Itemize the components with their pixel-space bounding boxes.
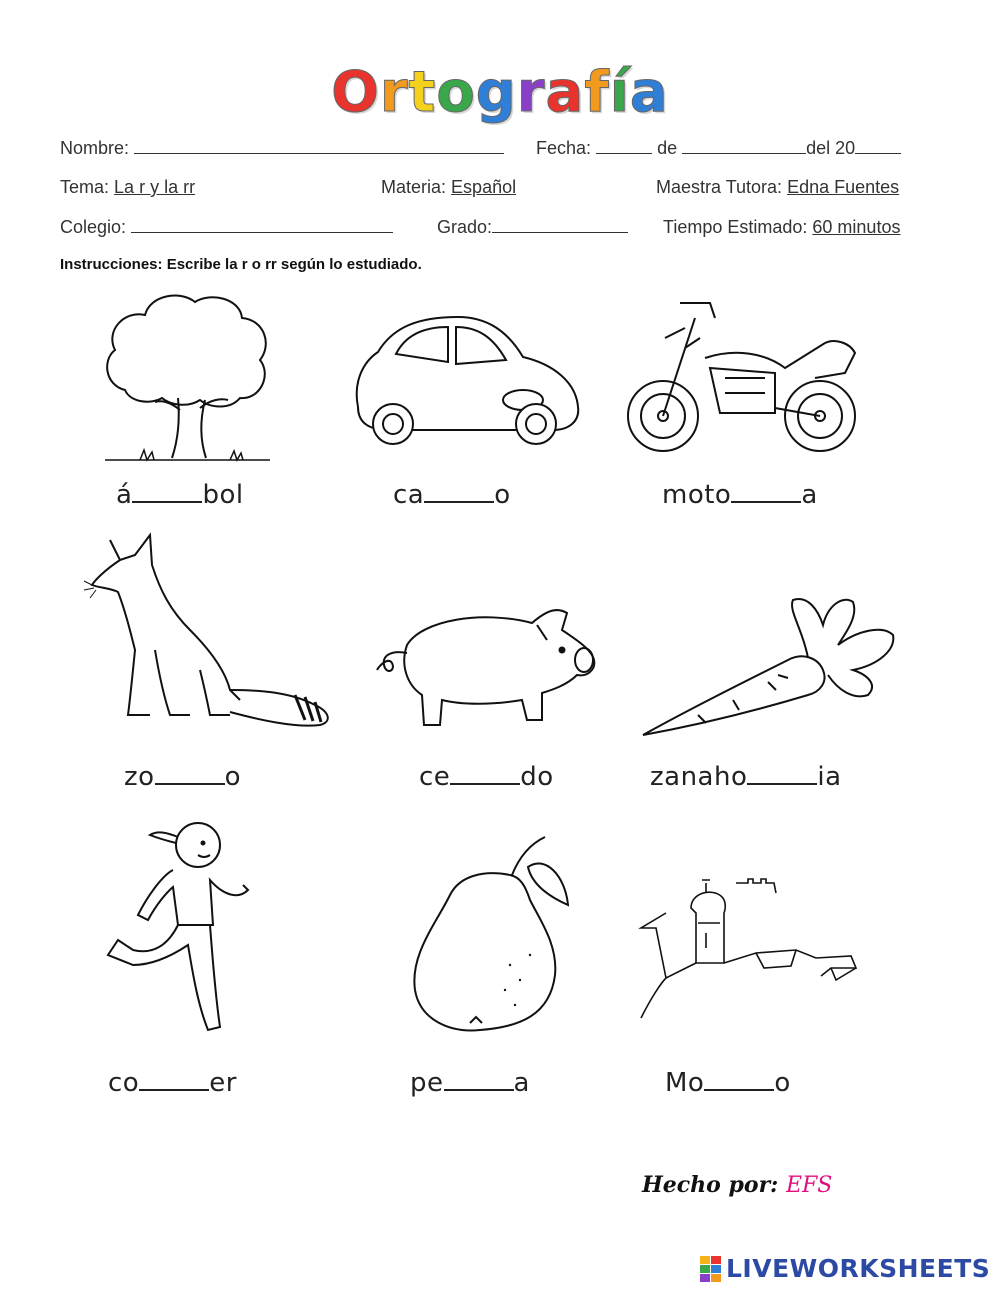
colegio-label: Colegio: xyxy=(60,217,127,237)
liveworksheets-logo[interactable] xyxy=(700,1254,990,1283)
title-letter: o xyxy=(436,60,476,125)
liveworksheets-icon xyxy=(700,1256,722,1282)
word-item: co er xyxy=(108,1068,237,1098)
instructions: Instrucciones: Escribe la r o rr según lo estudiado. xyxy=(60,256,422,273)
answer-blank[interactable] xyxy=(731,481,801,503)
title-letter: r xyxy=(516,60,546,125)
maestra-field xyxy=(656,177,899,198)
title-letter: r xyxy=(379,60,409,125)
answer-blank[interactable] xyxy=(747,763,817,785)
fecha-field[interactable] xyxy=(536,138,901,159)
answer-blank[interactable] xyxy=(424,481,494,503)
runner-icon xyxy=(98,815,263,1040)
colegio-field[interactable] xyxy=(60,217,393,238)
word-item: zanaho ia xyxy=(650,762,842,792)
title-letter: O xyxy=(331,60,380,125)
de-label: de xyxy=(657,138,678,158)
fort-icon xyxy=(636,868,861,1028)
title-letter: a xyxy=(629,60,669,125)
answer-blank[interactable] xyxy=(132,481,202,503)
grado-label: Grado: xyxy=(437,217,493,237)
page-title xyxy=(0,60,1000,125)
title-letter: í xyxy=(609,60,630,125)
credit-label: Hecho por: xyxy=(642,1172,779,1198)
nombre-label: Nombre: xyxy=(60,138,130,158)
credit-initials: EFS xyxy=(785,1173,833,1198)
carrot-icon xyxy=(638,590,900,745)
materia-label: Materia: xyxy=(381,177,447,197)
title-letter: g xyxy=(475,60,517,125)
fox-icon xyxy=(80,530,335,735)
car-icon xyxy=(348,312,583,452)
answer-blank[interactable] xyxy=(450,763,520,785)
pear-icon xyxy=(400,815,575,1055)
word-item: ca o xyxy=(393,480,511,510)
grado-field[interactable] xyxy=(437,217,628,238)
del-label: del 20 xyxy=(806,138,856,158)
title-letter: a xyxy=(545,60,585,125)
brand-text: LIVEWORKSHEETS xyxy=(726,1254,991,1283)
credit xyxy=(642,1172,832,1198)
fecha-day-line[interactable] xyxy=(596,139,652,154)
answer-blank[interactable] xyxy=(155,763,225,785)
maestra-label: Maestra Tutora: xyxy=(656,177,783,197)
nombre-line[interactable] xyxy=(134,139,504,154)
word-item: á bol xyxy=(116,480,244,510)
tiempo-value: 60 minutos xyxy=(812,217,901,237)
title-letter: f xyxy=(584,60,610,125)
tiempo-label: Tiempo Estimado: xyxy=(663,217,808,237)
tema-value: La r y la rr xyxy=(114,177,196,197)
fecha-year-line[interactable] xyxy=(855,139,901,154)
nombre-field[interactable] xyxy=(60,138,504,159)
tree-icon xyxy=(100,290,275,465)
answer-blank[interactable] xyxy=(444,1069,514,1091)
word-item: Mo o xyxy=(665,1068,791,1098)
colegio-line[interactable] xyxy=(131,218,393,233)
word-item: zo o xyxy=(124,762,241,792)
fecha-label: Fecha: xyxy=(536,138,592,158)
word-item: pe a xyxy=(410,1068,530,1098)
tema-label: Tema: xyxy=(60,177,110,197)
maestra-value: Edna Fuentes xyxy=(787,177,900,197)
pig-icon xyxy=(372,605,597,740)
answer-blank[interactable] xyxy=(704,1069,774,1091)
materia-field xyxy=(381,177,516,198)
tema-field xyxy=(60,177,195,198)
fecha-month-line[interactable] xyxy=(682,139,806,154)
grado-line[interactable] xyxy=(492,218,628,233)
answer-blank[interactable] xyxy=(139,1069,209,1091)
word-item: moto a xyxy=(662,480,818,510)
motorcycle-icon xyxy=(625,298,860,458)
materia-value: Español xyxy=(451,177,517,197)
word-item: ce do xyxy=(419,762,554,792)
title-letter: t xyxy=(408,60,437,125)
tiempo-field xyxy=(663,217,900,238)
